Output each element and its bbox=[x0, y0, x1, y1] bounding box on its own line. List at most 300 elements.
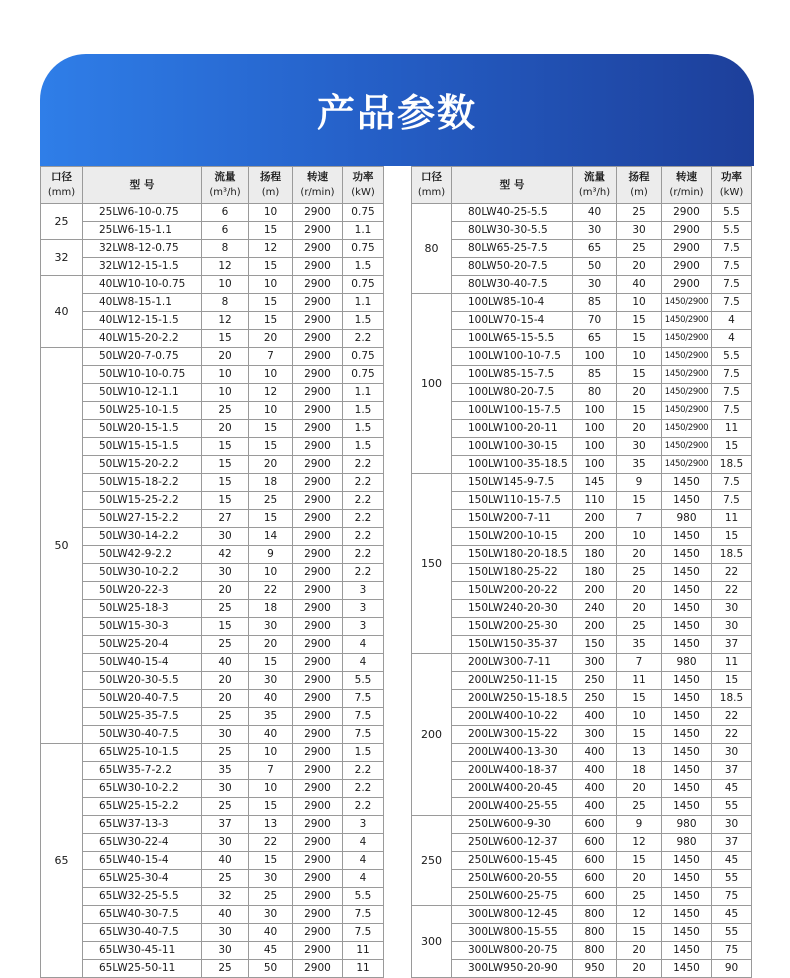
head-cell: 30 bbox=[249, 870, 293, 888]
table-row bbox=[41, 942, 384, 960]
head-cell: 10 bbox=[249, 780, 293, 798]
model-cell: 200LW400-18-37 bbox=[452, 762, 573, 780]
model-cell: 50LW30-10-2.2 bbox=[83, 564, 202, 582]
page-title: 产品参数 bbox=[316, 91, 477, 135]
power-cell: 1.5 bbox=[343, 258, 384, 276]
table-row bbox=[41, 582, 384, 600]
head-cell: 10 bbox=[249, 276, 293, 294]
head-cell: 15 bbox=[249, 294, 293, 312]
speed-cell: 2900 bbox=[662, 258, 712, 276]
power-header bbox=[343, 167, 384, 204]
head-cell: 20 bbox=[617, 384, 662, 402]
model-cell: 100LW100-30-15 bbox=[452, 438, 573, 456]
table-row bbox=[412, 942, 752, 960]
model-cell: 65LW25-10-1.5 bbox=[83, 744, 202, 762]
model-cell: 50LW10-10-0.75 bbox=[83, 366, 202, 384]
power-cell: 22 bbox=[712, 582, 752, 600]
power-cell: 7.5 bbox=[712, 384, 752, 402]
power-cell: 7.5 bbox=[712, 276, 752, 294]
model-cell: 100LW85-15-7.5 bbox=[452, 366, 573, 384]
flow-cell: 25 bbox=[202, 402, 249, 420]
speed-cell: 2900 bbox=[293, 564, 343, 582]
head-cell: 35 bbox=[617, 636, 662, 654]
table-row bbox=[412, 582, 752, 600]
flow-cell: 30 bbox=[202, 942, 249, 960]
model-cell: 50LW20-40-7.5 bbox=[83, 690, 202, 708]
speed-cell: 1450 bbox=[662, 528, 712, 546]
power-cell: 1.5 bbox=[343, 438, 384, 456]
model-cell: 300LW950-20-90 bbox=[452, 960, 573, 978]
flow-cell: 30 bbox=[202, 528, 249, 546]
table-row bbox=[412, 780, 752, 798]
model-cell: 300LW800-20-75 bbox=[452, 942, 573, 960]
head-cell: 15 bbox=[249, 654, 293, 672]
model-cell: 150LW200-20-22 bbox=[452, 582, 573, 600]
model-cell: 150LW240-20-30 bbox=[452, 600, 573, 618]
power-cell: 1.1 bbox=[343, 384, 384, 402]
head-cell: 11 bbox=[617, 672, 662, 690]
speed-cell: 2900 bbox=[293, 402, 343, 420]
flow-cell: 600 bbox=[573, 834, 617, 852]
model-cell: 100LW80-20-7.5 bbox=[452, 384, 573, 402]
speed-cell: 2900 bbox=[293, 366, 343, 384]
flow-cell: 30 bbox=[202, 780, 249, 798]
flow-cell: 20 bbox=[202, 348, 249, 366]
table-row bbox=[412, 528, 752, 546]
model-cell: 100LW85-10-4 bbox=[452, 294, 573, 312]
speed-cell: 1450/2900 bbox=[662, 312, 712, 330]
speed-cell: 1450 bbox=[662, 636, 712, 654]
speed-cell: 2900 bbox=[293, 888, 343, 906]
power-cell: 30 bbox=[712, 744, 752, 762]
header-label: 转速 bbox=[676, 171, 697, 183]
speed-cell: 1450 bbox=[662, 960, 712, 978]
model-cell: 50LW25-10-1.5 bbox=[83, 402, 202, 420]
table-row bbox=[412, 222, 752, 240]
model-cell: 150LW180-25-22 bbox=[452, 564, 573, 582]
bore-header bbox=[41, 167, 83, 204]
head-cell: 10 bbox=[617, 294, 662, 312]
speed-cell: 1450/2900 bbox=[662, 348, 712, 366]
head-cell: 50 bbox=[249, 960, 293, 978]
model-cell: 300LW800-12-45 bbox=[452, 906, 573, 924]
flow-cell: 37 bbox=[202, 816, 249, 834]
power-cell: 45 bbox=[712, 852, 752, 870]
flow-cell: 25 bbox=[202, 636, 249, 654]
model-cell: 50LW40-15-4 bbox=[83, 654, 202, 672]
head-cell: 7 bbox=[617, 654, 662, 672]
speed-cell: 2900 bbox=[662, 276, 712, 294]
table-row bbox=[412, 654, 752, 672]
table-row bbox=[412, 690, 752, 708]
power-cell: 1.1 bbox=[343, 294, 384, 312]
speed-cell: 980 bbox=[662, 510, 712, 528]
table-row bbox=[41, 672, 384, 690]
head-cell: 15 bbox=[617, 726, 662, 744]
head-cell: 40 bbox=[249, 924, 293, 942]
bore-cell: 150 bbox=[412, 474, 452, 654]
power-cell: 2.2 bbox=[343, 780, 384, 798]
header-unit: (m³/h) bbox=[578, 187, 611, 198]
speed-cell: 1450 bbox=[662, 942, 712, 960]
flow-cell: 65 bbox=[573, 330, 617, 348]
head-cell: 40 bbox=[617, 276, 662, 294]
power-cell: 4 bbox=[343, 870, 384, 888]
flow-cell: 15 bbox=[202, 474, 249, 492]
power-cell: 11 bbox=[712, 654, 752, 672]
table-row bbox=[41, 708, 384, 726]
flow-cell: 32 bbox=[202, 888, 249, 906]
flow-cell: 250 bbox=[573, 690, 617, 708]
flow-cell: 65 bbox=[573, 240, 617, 258]
speed-cell: 1450 bbox=[662, 726, 712, 744]
model-cell: 250LW600-20-55 bbox=[452, 870, 573, 888]
flow-cell: 300 bbox=[573, 654, 617, 672]
model-cell: 250LW600-25-75 bbox=[452, 888, 573, 906]
flow-cell: 40 bbox=[202, 654, 249, 672]
power-cell: 1.1 bbox=[343, 222, 384, 240]
flow-cell: 200 bbox=[573, 528, 617, 546]
speed-cell: 2900 bbox=[662, 204, 712, 222]
speed-cell: 1450/2900 bbox=[662, 456, 712, 474]
head-cell: 20 bbox=[617, 942, 662, 960]
model-cell: 40LW12-15-1.5 bbox=[83, 312, 202, 330]
power-cell: 3 bbox=[343, 582, 384, 600]
power-cell: 2.2 bbox=[343, 492, 384, 510]
speed-cell: 2900 bbox=[293, 744, 343, 762]
power-cell: 18.5 bbox=[712, 546, 752, 564]
power-cell: 55 bbox=[712, 798, 752, 816]
table-row bbox=[412, 366, 752, 384]
speed-cell: 2900 bbox=[293, 312, 343, 330]
table-row bbox=[412, 348, 752, 366]
table-row bbox=[41, 294, 384, 312]
speed-cell: 1450 bbox=[662, 618, 712, 636]
head-cell: 25 bbox=[617, 888, 662, 906]
power-cell: 4 bbox=[712, 312, 752, 330]
flow-cell: 20 bbox=[202, 420, 249, 438]
speed-cell: 2900 bbox=[293, 438, 343, 456]
model-cell: 150LW200-25-30 bbox=[452, 618, 573, 636]
power-cell: 0.75 bbox=[343, 204, 384, 222]
speed-cell: 1450/2900 bbox=[662, 402, 712, 420]
table-row bbox=[412, 258, 752, 276]
head-cell: 10 bbox=[617, 708, 662, 726]
model-cell: 100LW100-15-7.5 bbox=[452, 402, 573, 420]
speed-cell: 1450 bbox=[662, 546, 712, 564]
power-cell: 5.5 bbox=[712, 204, 752, 222]
power-cell: 0.75 bbox=[343, 348, 384, 366]
table-row bbox=[412, 510, 752, 528]
table-row bbox=[41, 564, 384, 582]
power-cell: 5.5 bbox=[712, 222, 752, 240]
speed-cell: 2900 bbox=[293, 474, 343, 492]
power-cell: 22 bbox=[712, 564, 752, 582]
header-label: 流量 bbox=[584, 171, 605, 183]
speed-cell: 2900 bbox=[293, 924, 343, 942]
flow-cell: 50 bbox=[573, 258, 617, 276]
table-row bbox=[41, 744, 384, 762]
speed-cell: 1450 bbox=[662, 888, 712, 906]
model-cell: 150LW200-7-11 bbox=[452, 510, 573, 528]
speed-cell: 1450 bbox=[662, 708, 712, 726]
table-row bbox=[41, 276, 384, 294]
header-unit: (r/min) bbox=[669, 187, 704, 198]
speed-cell: 1450 bbox=[662, 492, 712, 510]
head-cell: 25 bbox=[617, 618, 662, 636]
table-row bbox=[41, 258, 384, 276]
power-cell: 7.5 bbox=[343, 726, 384, 744]
flow-cell: 250 bbox=[573, 672, 617, 690]
head-cell: 12 bbox=[617, 906, 662, 924]
model-cell: 200LW300-7-11 bbox=[452, 654, 573, 672]
speed-cell: 2900 bbox=[293, 726, 343, 744]
model-header bbox=[452, 167, 573, 204]
table-row bbox=[41, 870, 384, 888]
head-cell: 20 bbox=[617, 420, 662, 438]
table-row bbox=[412, 474, 752, 492]
power-cell: 2.2 bbox=[343, 546, 384, 564]
header-unit: (m³/h) bbox=[209, 187, 241, 198]
speed-cell: 2900 bbox=[293, 276, 343, 294]
header-label: 流量 bbox=[214, 171, 236, 183]
flow-cell: 200 bbox=[573, 582, 617, 600]
table-row bbox=[412, 402, 752, 420]
flow-cell: 20 bbox=[202, 690, 249, 708]
power-cell: 90 bbox=[712, 960, 752, 978]
flow-cell: 400 bbox=[573, 798, 617, 816]
speed-cell: 2900 bbox=[293, 780, 343, 798]
flow-cell: 10 bbox=[202, 276, 249, 294]
head-cell: 12 bbox=[249, 384, 293, 402]
header-unit: (m) bbox=[261, 187, 280, 198]
flow-cell: 180 bbox=[573, 546, 617, 564]
model-cell: 250LW600-9-30 bbox=[452, 816, 573, 834]
header-label: 扬程 bbox=[260, 171, 281, 183]
table-row bbox=[41, 384, 384, 402]
head-cell: 15 bbox=[617, 402, 662, 420]
flow-cell: 100 bbox=[573, 420, 617, 438]
model-cell: 50LW20-22-3 bbox=[83, 582, 202, 600]
speed-cell: 1450 bbox=[662, 906, 712, 924]
speed-cell: 2900 bbox=[293, 870, 343, 888]
flow-cell: 200 bbox=[573, 618, 617, 636]
head-cell: 7 bbox=[249, 348, 293, 366]
model-cell: 150LW150-35-37 bbox=[452, 636, 573, 654]
header-label: 功率 bbox=[721, 171, 742, 183]
model-cell: 250LW600-15-45 bbox=[452, 852, 573, 870]
flow-cell: 40 bbox=[573, 204, 617, 222]
model-cell: 32LW12-15-1.5 bbox=[83, 258, 202, 276]
power-cell: 4 bbox=[343, 834, 384, 852]
flow-cell: 100 bbox=[573, 456, 617, 474]
bore-cell: 65 bbox=[41, 744, 83, 978]
model-cell: 50LW20-15-1.5 bbox=[83, 420, 202, 438]
head-cell: 18 bbox=[617, 762, 662, 780]
speed-cell: 1450 bbox=[662, 762, 712, 780]
bore-header bbox=[412, 167, 452, 204]
power-cell: 15 bbox=[712, 438, 752, 456]
power-cell: 2.2 bbox=[343, 456, 384, 474]
head-cell: 15 bbox=[249, 852, 293, 870]
head-cell: 7 bbox=[617, 510, 662, 528]
flow-cell: 400 bbox=[573, 708, 617, 726]
speed-cell: 1450 bbox=[662, 780, 712, 798]
flow-cell: 85 bbox=[573, 294, 617, 312]
table-row bbox=[412, 708, 752, 726]
speed-cell: 2900 bbox=[293, 690, 343, 708]
model-cell: 100LW100-35-18.5 bbox=[452, 456, 573, 474]
header-unit: (mm) bbox=[47, 187, 76, 198]
flow-cell: 145 bbox=[573, 474, 617, 492]
table-row bbox=[412, 852, 752, 870]
model-cell: 65LW30-10-2.2 bbox=[83, 780, 202, 798]
model-cell: 200LW400-20-45 bbox=[452, 780, 573, 798]
power-cell: 5.5 bbox=[712, 348, 752, 366]
power-cell: 4 bbox=[343, 654, 384, 672]
model-cell: 200LW400-25-55 bbox=[452, 798, 573, 816]
flow-cell: 25 bbox=[202, 960, 249, 978]
table-row bbox=[41, 780, 384, 798]
model-cell: 65LW25-50-11 bbox=[83, 960, 202, 978]
power-cell: 7.5 bbox=[712, 492, 752, 510]
power-cell: 3 bbox=[343, 618, 384, 636]
head-cell: 20 bbox=[617, 582, 662, 600]
speed-cell: 1450 bbox=[662, 924, 712, 942]
table-row bbox=[41, 888, 384, 906]
speed-cell: 2900 bbox=[293, 546, 343, 564]
speed-cell: 1450/2900 bbox=[662, 330, 712, 348]
flow-cell: 80 bbox=[573, 384, 617, 402]
speed-cell: 2900 bbox=[662, 240, 712, 258]
flow-cell: 20 bbox=[202, 582, 249, 600]
speed-cell: 2900 bbox=[293, 852, 343, 870]
power-cell: 37 bbox=[712, 762, 752, 780]
bore-cell: 200 bbox=[412, 654, 452, 816]
table-row bbox=[41, 654, 384, 672]
model-cell: 200LW400-13-30 bbox=[452, 744, 573, 762]
model-cell: 80LW30-30-5.5 bbox=[452, 222, 573, 240]
table-row bbox=[412, 420, 752, 438]
header-label: 型 号 bbox=[499, 178, 525, 191]
flow-cell: 30 bbox=[202, 564, 249, 582]
speed-cell: 1450 bbox=[662, 870, 712, 888]
header-label: 转速 bbox=[307, 171, 328, 183]
bore-cell: 40 bbox=[41, 276, 83, 348]
power-cell: 7.5 bbox=[343, 924, 384, 942]
bore-cell: 80 bbox=[412, 204, 452, 294]
power-cell: 2.2 bbox=[343, 474, 384, 492]
spec-table-left bbox=[40, 166, 384, 978]
flow-cell: 30 bbox=[202, 726, 249, 744]
model-cell: 65LW30-40-7.5 bbox=[83, 924, 202, 942]
head-cell: 13 bbox=[249, 816, 293, 834]
speed-cell: 2900 bbox=[293, 672, 343, 690]
flow-cell: 8 bbox=[202, 294, 249, 312]
power-cell: 2.2 bbox=[343, 564, 384, 582]
head-cell: 10 bbox=[617, 348, 662, 366]
flow-cell: 85 bbox=[573, 366, 617, 384]
model-cell: 65LW30-22-4 bbox=[83, 834, 202, 852]
power-cell: 1.5 bbox=[343, 420, 384, 438]
header-label: 扬程 bbox=[628, 171, 650, 183]
flow-cell: 15 bbox=[202, 618, 249, 636]
model-cell: 100LW100-10-7.5 bbox=[452, 348, 573, 366]
model-cell: 100LW70-15-4 bbox=[452, 312, 573, 330]
speed-cell: 1450/2900 bbox=[662, 366, 712, 384]
power-cell: 22 bbox=[712, 708, 752, 726]
flow-cell: 6 bbox=[202, 204, 249, 222]
flow-cell: 40 bbox=[202, 906, 249, 924]
speed-cell: 980 bbox=[662, 816, 712, 834]
power-cell: 11 bbox=[712, 420, 752, 438]
head-cell: 25 bbox=[249, 492, 293, 510]
model-cell: 150LW110-15-7.5 bbox=[452, 492, 573, 510]
model-cell: 80LW30-40-7.5 bbox=[452, 276, 573, 294]
table-row bbox=[41, 852, 384, 870]
table-row bbox=[41, 960, 384, 978]
bore-cell: 100 bbox=[412, 294, 452, 474]
table-row bbox=[412, 726, 752, 744]
table-row bbox=[412, 276, 752, 294]
flow-cell: 100 bbox=[573, 348, 617, 366]
model-cell: 50LW42-9-2.2 bbox=[83, 546, 202, 564]
model-cell: 300LW800-15-55 bbox=[452, 924, 573, 942]
power-cell: 1.5 bbox=[343, 744, 384, 762]
power-cell: 7.5 bbox=[343, 906, 384, 924]
speed-cell: 2900 bbox=[293, 960, 343, 978]
table-header-row bbox=[412, 167, 752, 204]
power-cell: 4 bbox=[343, 852, 384, 870]
head-cell: 30 bbox=[249, 618, 293, 636]
speed-cell: 2900 bbox=[293, 798, 343, 816]
table-row bbox=[41, 528, 384, 546]
flow-cell: 600 bbox=[573, 816, 617, 834]
power-cell: 7.5 bbox=[712, 240, 752, 258]
table-row bbox=[41, 906, 384, 924]
flow-cell: 15 bbox=[202, 438, 249, 456]
flow-cell: 100 bbox=[573, 402, 617, 420]
power-cell: 3 bbox=[343, 600, 384, 618]
flow-cell: 30 bbox=[202, 834, 249, 852]
head-cell: 9 bbox=[617, 474, 662, 492]
table-row bbox=[412, 546, 752, 564]
power-cell: 7.5 bbox=[712, 402, 752, 420]
model-cell: 50LW15-18-2.2 bbox=[83, 474, 202, 492]
head-cell: 20 bbox=[617, 960, 662, 978]
table-row bbox=[412, 492, 752, 510]
power-cell: 55 bbox=[712, 924, 752, 942]
speed-cell: 2900 bbox=[293, 834, 343, 852]
flow-cell: 6 bbox=[202, 222, 249, 240]
head-cell: 12 bbox=[617, 834, 662, 852]
head-cell: 15 bbox=[249, 222, 293, 240]
power-cell: 30 bbox=[712, 816, 752, 834]
head-cell: 45 bbox=[249, 942, 293, 960]
power-header bbox=[712, 167, 752, 204]
power-cell: 0.75 bbox=[343, 276, 384, 294]
flow-cell: 30 bbox=[202, 924, 249, 942]
table-row bbox=[412, 744, 752, 762]
power-cell: 18.5 bbox=[712, 690, 752, 708]
flow-cell: 70 bbox=[573, 312, 617, 330]
head-header bbox=[617, 167, 662, 204]
speed-cell: 2900 bbox=[293, 600, 343, 618]
head-cell: 15 bbox=[249, 420, 293, 438]
bore-cell: 300 bbox=[412, 906, 452, 978]
power-cell: 5.5 bbox=[343, 672, 384, 690]
speed-cell: 2900 bbox=[293, 204, 343, 222]
